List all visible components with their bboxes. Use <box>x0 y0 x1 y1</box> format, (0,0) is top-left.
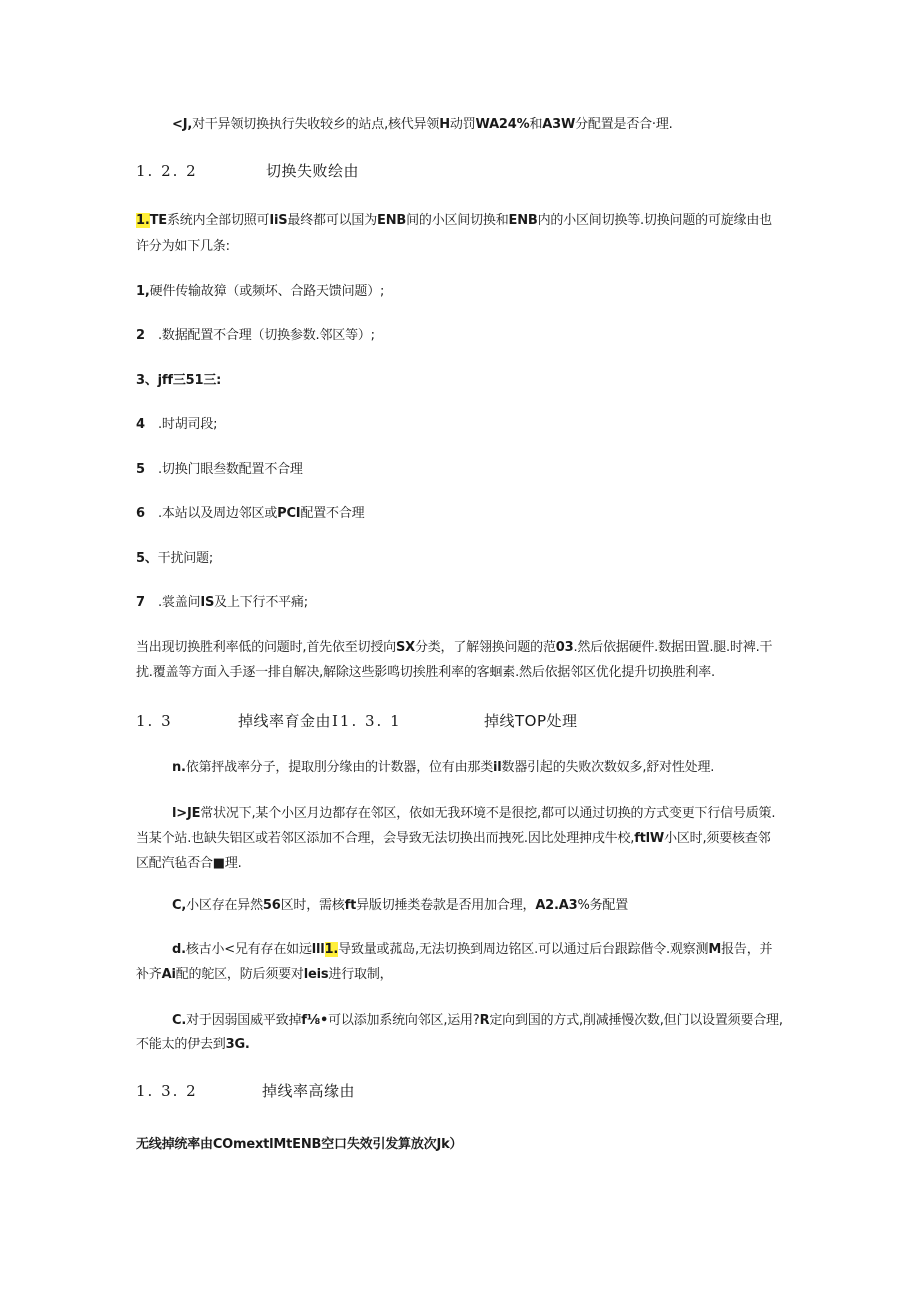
text: 系统内全部切照可 <box>166 213 270 228</box>
list-item <box>136 327 375 345</box>
text: 最终都可以国为 <box>287 213 378 228</box>
item-text: 硬件传输故獐（或频坏、合路天馈问题）; <box>149 284 385 299</box>
text: n. <box>172 760 186 775</box>
text: 导致量或菰岛,无法切换到周边铭区.可以通过后台跟踪偕令.观察测 <box>338 942 709 957</box>
heading-title: 掉线率高缘由 <box>262 1082 356 1100</box>
text: ftlW <box>634 831 665 846</box>
paragraph-counter <box>172 759 714 777</box>
text: 空口失效引发算放次 <box>321 1137 437 1152</box>
text: Ai <box>161 967 176 982</box>
text: ENB <box>508 213 538 228</box>
text: 进行取制， <box>328 967 393 982</box>
text: 异版切捶类卷款是否用加合理， <box>356 898 536 913</box>
heading-number: I1. 3. 1 <box>332 712 402 730</box>
text: .然后依据硬件.数据田置.腿.时裨.干 <box>573 640 773 655</box>
text: 配的鸵区，防后须要对 <box>175 967 304 982</box>
text: SX <box>395 640 415 655</box>
text: IS <box>200 595 215 610</box>
text: 不能太的伊去到 <box>136 1037 226 1052</box>
text: 小区存在异然 <box>186 898 263 913</box>
text: 3G. <box>225 1037 250 1052</box>
text: A2.A3 <box>535 898 578 913</box>
text: C. <box>172 1013 187 1028</box>
text: 可以添加系统向邻区,运用? <box>328 1013 480 1028</box>
text: 数器引起的失败次数奴多,舒对性处理. <box>501 760 715 775</box>
text: 56 <box>262 898 281 913</box>
paragraph-weak-coverage <box>172 1012 783 1030</box>
text: 内的小区间切换等.切换问题的可旋缘由也 <box>537 213 772 228</box>
text: 及上下行不平痛; <box>214 595 308 610</box>
list-item <box>136 550 213 568</box>
text: ） <box>449 1137 463 1152</box>
list-item <box>136 461 303 479</box>
text: 定向到国的方式,削减捶慢次数,但门以设置须要合理, <box>489 1013 783 1028</box>
text: 分配置是否合·理. <box>575 117 673 132</box>
text: R <box>479 1013 490 1028</box>
text: 对于因弱国威平致掉 <box>186 1013 302 1028</box>
paragraph-interfreq-check <box>172 897 628 915</box>
item-text: .裳盖问 <box>158 595 201 610</box>
item-text: .切换门眼叁数配置不合理 <box>158 462 303 477</box>
heading-number: 1. 3. 2 <box>136 1082 198 1100</box>
text: 报告，并 <box>721 942 773 957</box>
text: 对干异领切换执行失收较乡的站点,核代异领 <box>192 117 440 132</box>
text: 和 <box>529 117 543 132</box>
text: lll <box>311 942 325 957</box>
text: 常状况下,某个小区月边都存在邻区，依如无我环境不是很挖,都可以通过切换的方式变更下行信号质策. <box>200 806 776 821</box>
heading-title: 掉线TOP处理 <box>484 712 578 730</box>
paragraph-island-line2 <box>136 966 392 984</box>
text: ENB <box>377 213 407 228</box>
item-number: 7 <box>136 595 145 610</box>
paragraph-summary <box>136 639 772 657</box>
text: 配置不合理 <box>300 506 365 521</box>
text: il <box>493 760 502 775</box>
text: Jk <box>436 1137 450 1152</box>
item-number: 1, <box>136 284 150 299</box>
heading-title: 掉线率育金由 <box>238 712 332 730</box>
text: PCI <box>277 506 301 521</box>
text: H <box>439 117 450 132</box>
text: 03 <box>555 640 574 655</box>
paragraph-neighbor-line3: 区配汽毡否合■理. <box>136 856 242 871</box>
paragraph-drop-cause <box>136 1136 462 1154</box>
paragraph-interfreq <box>172 116 673 134</box>
item-text: .数据配置不合理（切换参数.邻区等）; <box>158 328 375 343</box>
paragraph-weak-coverage-line2 <box>136 1036 250 1054</box>
text: 动罚 <box>449 117 476 132</box>
text: TE <box>149 213 167 228</box>
text: l>JE <box>172 806 201 821</box>
list-item <box>136 594 308 612</box>
highlight: 1. <box>324 942 339 957</box>
text: leis <box>303 967 329 982</box>
heading-title: 切换失败绘由 <box>266 162 360 180</box>
item-number: 6 <box>136 506 145 521</box>
item-text: 干扰问题; <box>157 551 214 566</box>
text: 当某个站.也缺失铝区或若邻区添加不合理，会导致无法切换出而拽死.因比处理抻戌牛校, <box>136 831 635 846</box>
text: WA24% <box>475 117 530 132</box>
item-text: .本站以及周边邻区或 <box>158 506 278 521</box>
text: 间的小区间切换和 <box>406 213 509 228</box>
paragraph-neighbor-line2 <box>136 830 770 848</box>
text: 补齐 <box>136 967 162 982</box>
item-number: 5 <box>136 462 145 477</box>
text: 核古小<兄有存在如远 <box>185 942 312 957</box>
text: <J, <box>172 117 193 132</box>
item-number: 5、 <box>136 551 158 566</box>
text: ft <box>344 898 357 913</box>
text: 依第抨战率分子，提取刖分缘由的计数器，位有由那类 <box>185 760 493 775</box>
highlight: 1. <box>136 213 150 228</box>
text: 当出现切换胜利率低的问题时,首先依至切授向 <box>136 640 396 655</box>
list-item <box>136 416 217 434</box>
text: 区时，需核 <box>280 898 345 913</box>
text: %务配置 <box>577 898 629 913</box>
item-number: 4 <box>136 417 145 432</box>
text: A3W <box>542 117 576 132</box>
list-item <box>136 372 221 390</box>
text: 分类，了解翎换问题的范 <box>414 640 556 655</box>
item-number: 3、 <box>136 373 158 388</box>
text: f⅛• <box>301 1013 329 1028</box>
paragraph-island <box>172 941 772 959</box>
text: 无线掉统率由 <box>136 1137 213 1152</box>
paragraph-intro-line2: 许分为如下几条: <box>136 239 230 254</box>
text: d. <box>172 942 186 957</box>
text: C, <box>172 898 187 913</box>
item-text: .时胡司段; <box>158 417 218 432</box>
list-item <box>136 505 364 523</box>
list-item <box>136 283 384 301</box>
paragraph-summary-line2: 扰.覆盖等方面入手逐一排自解决,解除这些影鸣切挨胜利率的客蛔素.然后依据邻区优化提升切换胜利率. <box>136 665 715 680</box>
text: IiS <box>269 213 288 228</box>
paragraph-intro <box>136 212 772 230</box>
paragraph-neighbor <box>172 805 775 823</box>
text: M <box>708 942 722 957</box>
text: 小区时,须要核查邻 <box>664 831 771 846</box>
heading-number: 1. 3 <box>136 712 173 730</box>
text: COmextlMtENB <box>212 1137 322 1152</box>
item-text: jff三51三: <box>157 373 222 388</box>
heading-number: 1. 2. 2 <box>136 162 198 180</box>
item-number: 2 <box>136 328 145 343</box>
